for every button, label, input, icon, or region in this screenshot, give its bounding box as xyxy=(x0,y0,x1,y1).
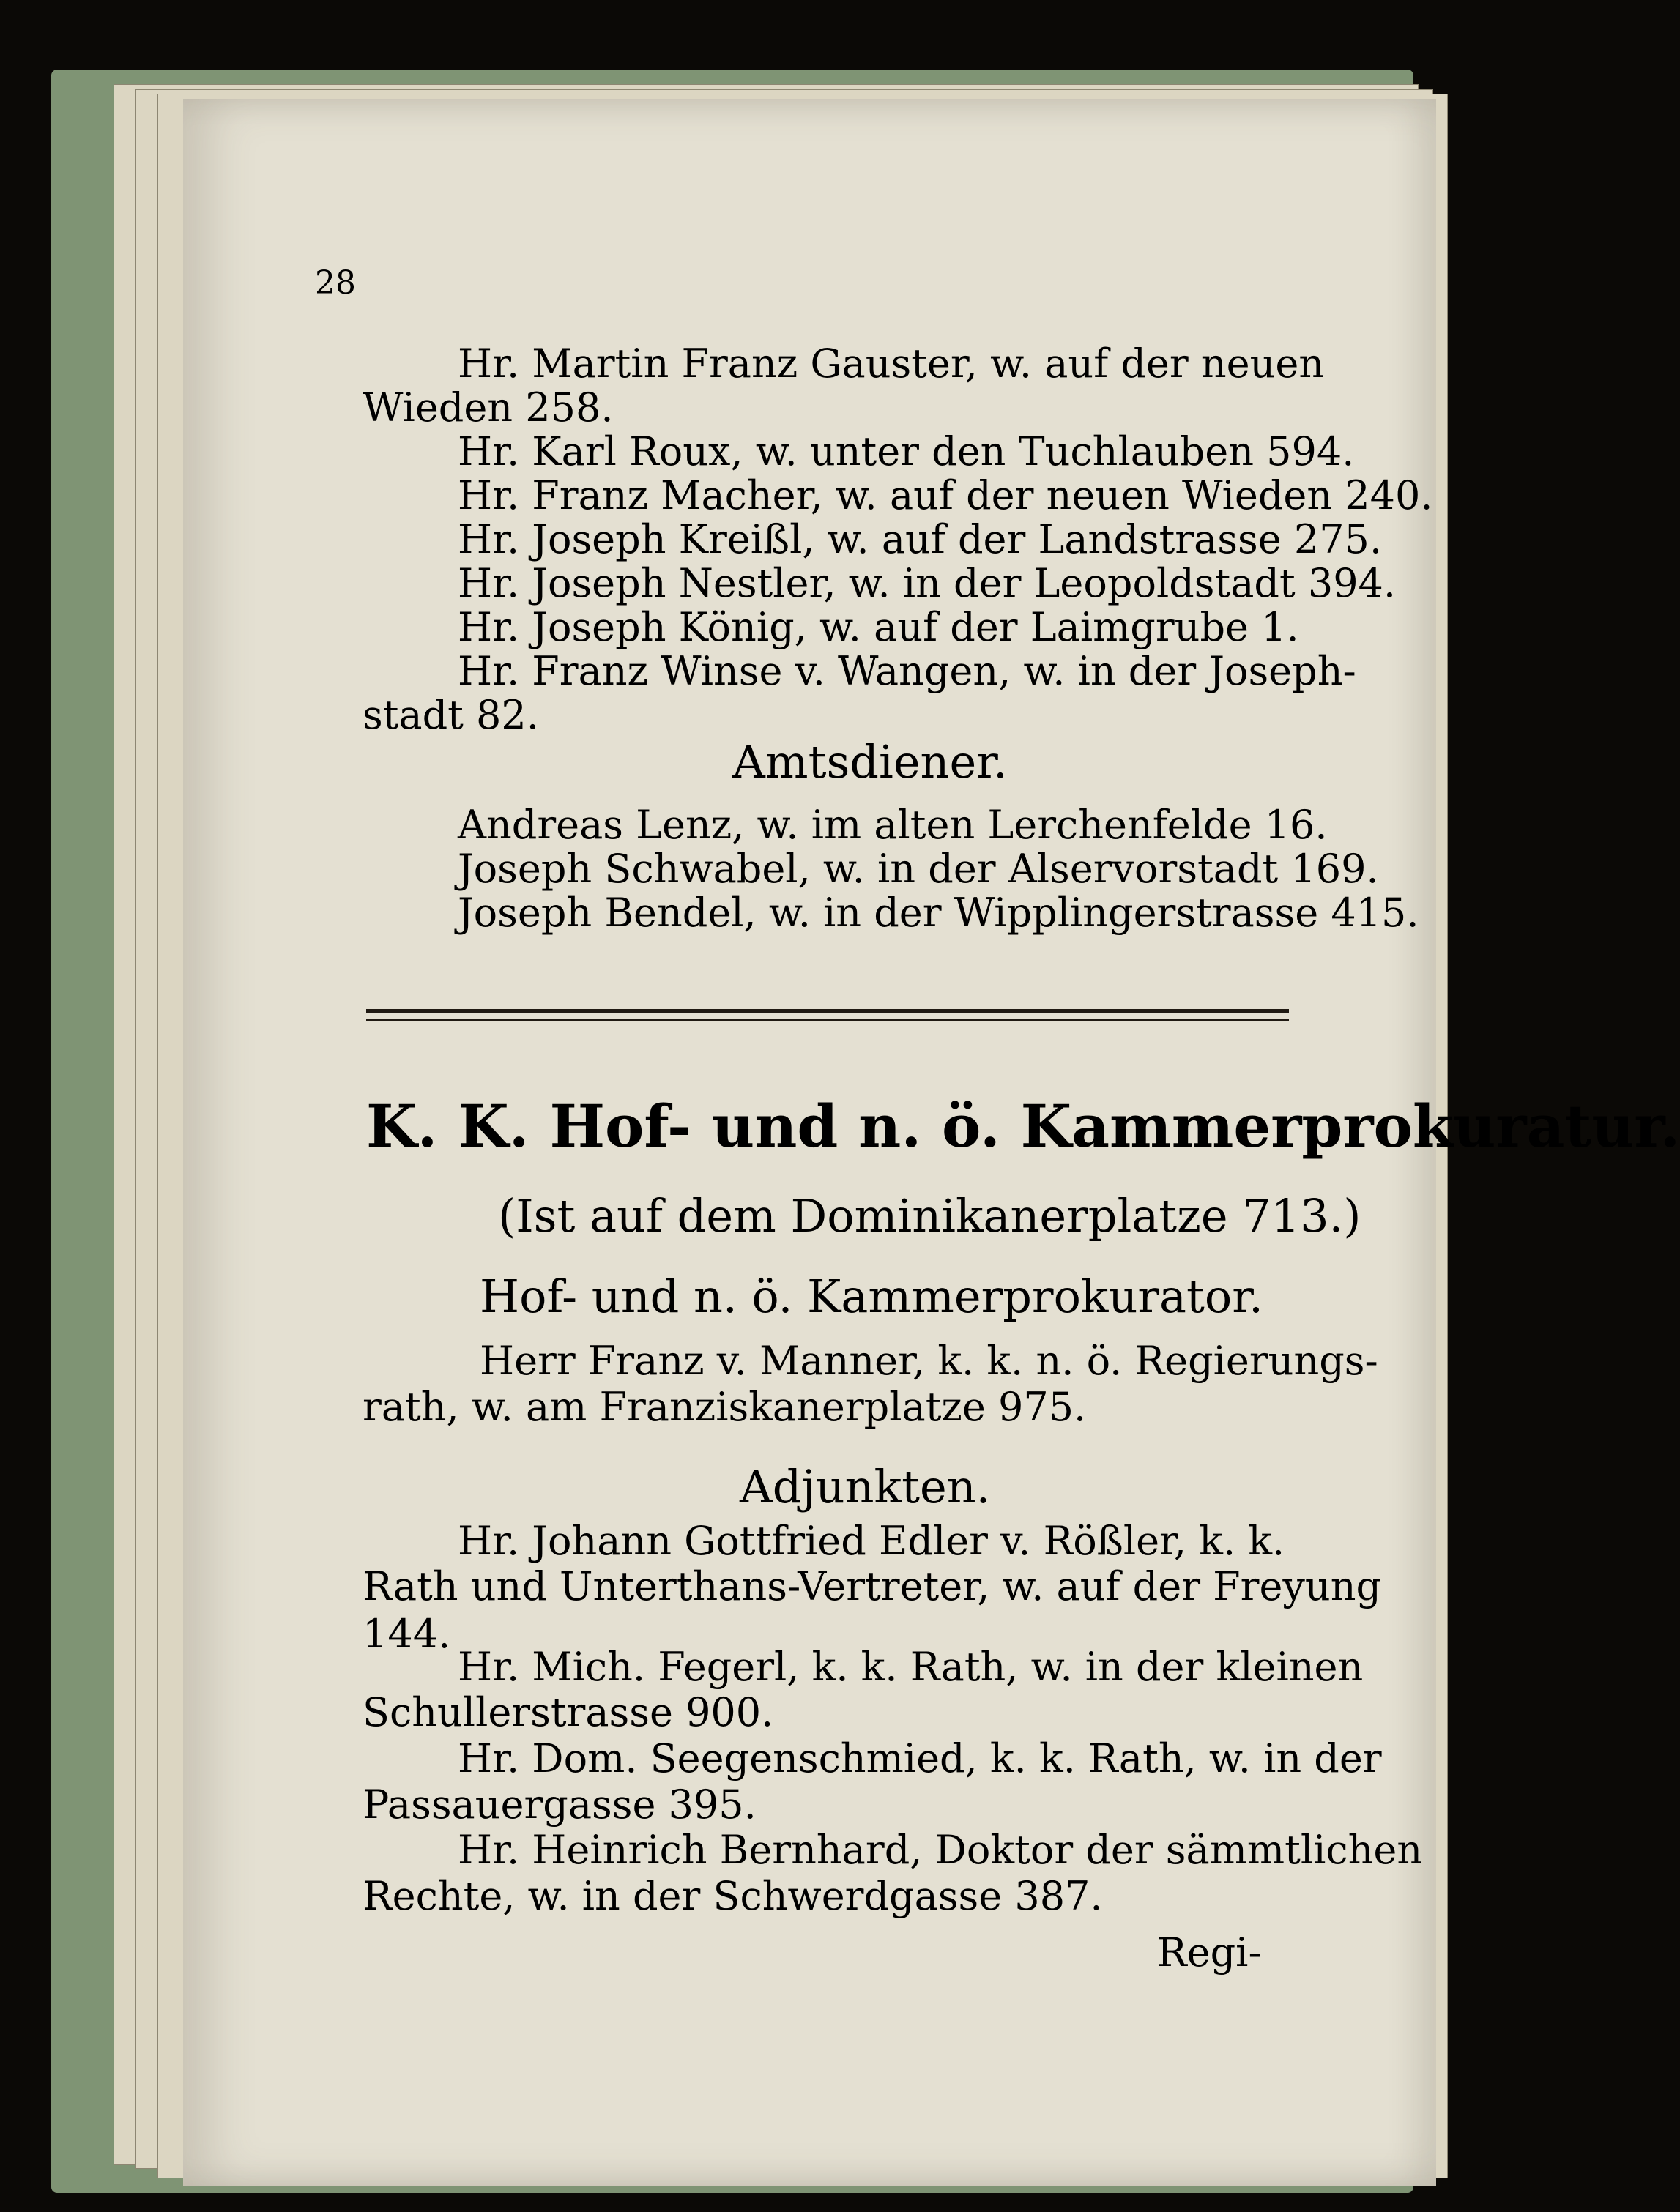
catchword: Regi- xyxy=(1157,1929,1262,1975)
location-note: (Ist auf dem Dominikanerplatze 713.) xyxy=(498,1189,1361,1243)
entry-line: Hr. Dom. Seegenschmied, k. k. Rath, w. in der xyxy=(458,1735,1382,1781)
entry-line: stadt 82. xyxy=(363,692,539,738)
entry-line: Hr. Joseph Kreißl, w. auf der Landstrasse 275. xyxy=(458,516,1383,562)
entry-line: Rechte, w. in der Schwerdgasse 387. xyxy=(363,1873,1103,1919)
section-title: K. K. Hof- und n. ö. Kammerprokuratur. xyxy=(366,1092,1680,1161)
entry-line: Schullerstrasse 900. xyxy=(363,1689,774,1735)
entry-line: Hr. Karl Roux, w. unter den Tuchlauben 594. xyxy=(458,428,1355,474)
divider-thick xyxy=(366,1009,1289,1013)
entry-line: Hr. Franz Winse v. Wangen, w. in der Joseph- xyxy=(458,648,1356,694)
entry-line: Joseph Schwabel, w. in der Alservorstadt 169. xyxy=(458,846,1379,892)
adjunkten-heading: Adjunkten. xyxy=(740,1460,991,1513)
divider-thin xyxy=(366,1019,1289,1021)
entry-line: Rath und Unterthans-Vertreter, w. auf der Freyung xyxy=(363,1563,1382,1609)
entry-line: Hr. Heinrich Bernhard, Doktor der sämmtlichen xyxy=(458,1827,1423,1873)
entry-line: Hr. Johann Gottfried Edler v. Rößler, k. k. xyxy=(458,1518,1285,1564)
entry-line: Hr. Joseph Nestler, w. in der Leopoldstadt 394. xyxy=(458,560,1397,606)
entry-line: Hr. Joseph König, w. auf der Laimgrube 1. xyxy=(458,604,1299,650)
entry-line: rath, w. am Franziskanerplatze 975. xyxy=(363,1384,1087,1430)
entry-line: Hr. Mich. Fegerl, k. k. Rath, w. in der kleinen xyxy=(458,1644,1364,1690)
amtsdiener-heading: Amtsdiener. xyxy=(732,735,1008,789)
entry-line: Hr. Franz Macher, w. auf der neuen Wieden 240. xyxy=(458,472,1433,518)
entry-line: Andreas Lenz, w. im alten Lerchenfelde 16. xyxy=(458,802,1328,848)
entry-line: Passauergasse 395. xyxy=(363,1781,757,1828)
entry-line: Joseph Bendel, w. in der Wipplingerstrasse 415. xyxy=(458,890,1419,936)
page-number: 28 xyxy=(315,264,356,302)
entry-line: Herr Franz v. Manner, k. k. n. ö. Regierungs- xyxy=(480,1338,1378,1384)
prokurator-heading: Hof- und n. ö. Kammerprokurator. xyxy=(480,1270,1263,1323)
entry-line: Wieden 258. xyxy=(363,384,614,431)
entry-line: 144. xyxy=(363,1611,451,1657)
entry-line: Hr. Martin Franz Gauster, w. auf der neuen xyxy=(458,340,1325,387)
